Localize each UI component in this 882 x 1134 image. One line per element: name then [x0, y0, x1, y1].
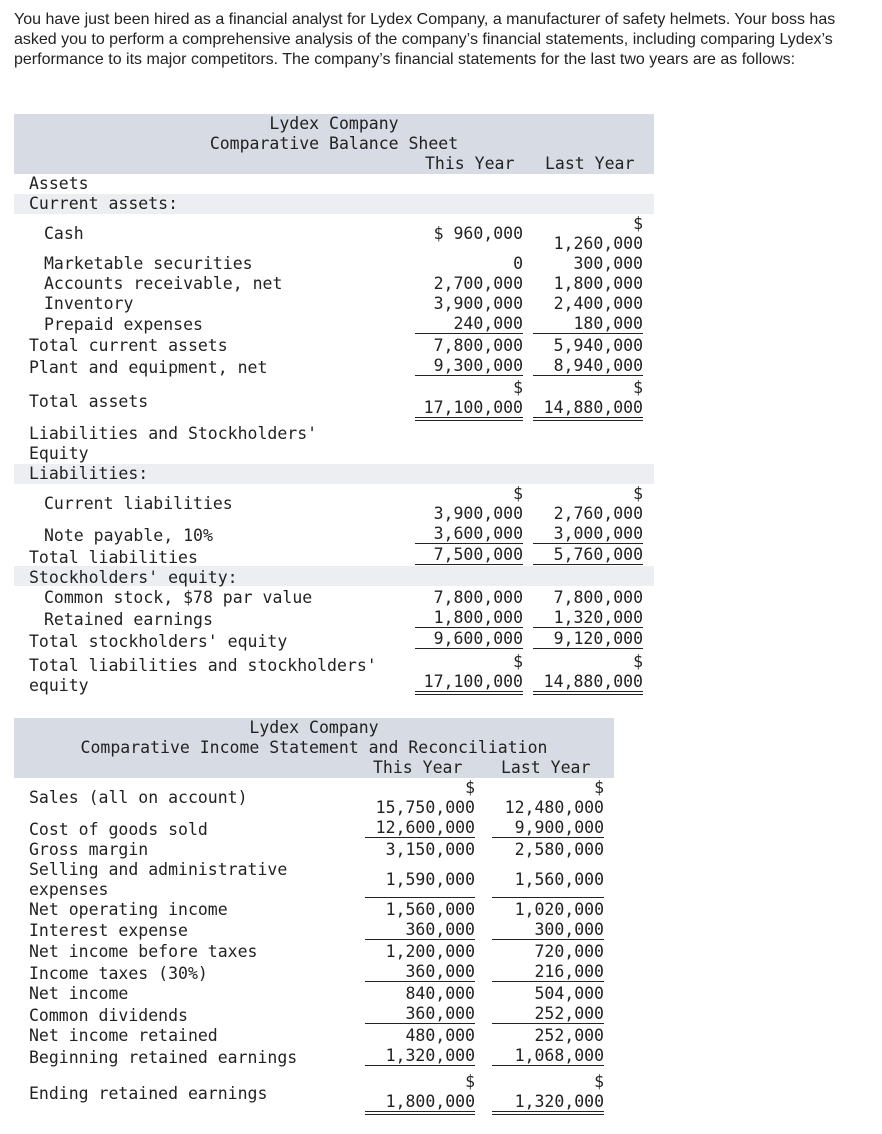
cogs-label: Cost of goods sold: [29, 820, 208, 839]
plant-label: Plant and equipment, net: [29, 358, 268, 377]
retained-label: Net income retained: [29, 1026, 218, 1045]
cogs-last: 9,900,000: [492, 818, 604, 838]
common-stock-label: Common stock, $78 par value: [44, 588, 313, 607]
ending-re-dollar-last: $: [594, 1072, 604, 1091]
gm-this: 3,150,000: [385, 840, 475, 859]
beginning-re-this: 1,320,000: [365, 1046, 475, 1066]
total-assets-this: 17,100,000: [415, 398, 523, 421]
cl-last: 2,760,000: [553, 504, 643, 523]
le-heading-1: Liabilities and Stockholders': [29, 424, 318, 443]
cl-dollar-this: $: [513, 484, 523, 503]
sga-label-2: expenses: [29, 880, 109, 899]
ending-re-this: 1,800,000: [365, 1092, 475, 1115]
nibt-last: 720,000: [534, 942, 604, 961]
nibt-label: Net income before taxes: [29, 942, 258, 961]
dividends-label: Common dividends: [29, 1006, 188, 1025]
ar-last: 1,800,000: [553, 274, 643, 293]
current-assets-heading: Current assets:: [29, 194, 179, 213]
interest-last: 300,000: [492, 920, 604, 940]
ar-this: 2,700,000: [433, 274, 523, 293]
cl-dollar-last: $: [633, 484, 643, 503]
is-col-this: This Year: [373, 758, 463, 777]
tse-last: 9,120,000: [533, 629, 643, 649]
marketable-last: 300,000: [573, 254, 643, 273]
cl-label: Current liabilities: [44, 494, 233, 513]
bs-col-last: Last Year: [545, 154, 635, 173]
gm-label: Gross margin: [29, 840, 149, 859]
taxes-label: Income taxes (30%): [29, 964, 208, 983]
ni-label: Net income: [29, 984, 129, 1003]
is-title: Comparative Income Statement and Reconciliation: [80, 738, 548, 757]
total-assets-dollar-this: $: [513, 378, 523, 397]
re-this: 1,800,000: [415, 608, 523, 628]
marketable-this: 0: [513, 254, 523, 273]
tse-this: 9,600,000: [415, 629, 523, 649]
is-company: Lydex Company: [249, 718, 379, 737]
ni-this: 840,000: [405, 984, 475, 1003]
plant-this: 9,300,000: [415, 356, 523, 376]
sales-last: 12,480,000: [504, 798, 604, 817]
beginning-re-last: 1,068,000: [492, 1046, 604, 1066]
tca-label: Total current assets: [29, 336, 228, 355]
tle-dollar-this: $: [513, 652, 523, 671]
common-stock-this: 7,800,000: [433, 588, 523, 607]
note-this: 3,600,000: [415, 524, 523, 544]
assets-heading: Assets: [29, 174, 89, 193]
tle-label-1: Total liabilities and stockholders': [29, 656, 377, 675]
note-last: 3,000,000: [533, 524, 643, 544]
cash-dollar: $: [633, 214, 643, 233]
total-assets-label: Total assets: [29, 392, 149, 411]
ending-re-label: Ending retained earnings: [29, 1084, 268, 1103]
sales-this: 15,750,000: [375, 798, 475, 817]
tl-last: 5,760,000: [533, 545, 643, 565]
intro-paragraph: You have just been hired as a financial analyst for Lydex Company, a manufacturer of safety helmets. Your boss has asked you to perform a comprehensive analysis of the company’s financial statements, including comparing Lydex’s performance to its major competitors. The company’s financial statements for the last two years are as follows:: [14, 11, 836, 68]
inventory-label: Inventory: [44, 294, 134, 313]
dividends-last: 252,000: [492, 1004, 604, 1024]
nibt-this: 1,200,000: [385, 942, 475, 961]
dividends-this: 360,000: [365, 1004, 475, 1024]
tse-label: Total stockholders' equity: [29, 632, 288, 651]
sales-dollar-this: $: [465, 778, 475, 797]
tle-label-2: equity: [29, 676, 89, 695]
tl-label: Total liabilities: [29, 548, 198, 567]
tca-last: 5,940,000: [553, 336, 643, 355]
sga-label-1: Selling and administrative: [29, 860, 288, 879]
prepaid-last: 180,000: [533, 314, 643, 334]
bs-company: Lydex Company: [269, 114, 399, 133]
cash-last: 1,260,000: [553, 234, 643, 253]
ar-label: Accounts receivable, net: [44, 274, 283, 293]
inventory-last: 2,400,000: [553, 294, 643, 313]
interest-this: 360,000: [365, 920, 475, 940]
retained-last: 252,000: [534, 1026, 604, 1045]
sales-label: Sales (all on account): [29, 788, 248, 807]
tle-last: 14,880,000: [533, 672, 643, 695]
tle-this: 17,100,000: [415, 672, 523, 695]
le-heading-2: Equity: [29, 444, 89, 463]
prepaid-label: Prepaid expenses: [44, 315, 203, 334]
cash-this: $ 960,000: [433, 224, 523, 243]
common-stock-last: 7,800,000: [553, 588, 643, 607]
prepaid-this: 240,000: [415, 314, 523, 334]
gm-last: 2,580,000: [514, 840, 604, 859]
noi-label: Net operating income: [29, 900, 228, 919]
ending-re-dollar-this: $: [465, 1072, 475, 1091]
ending-re-last: 1,320,000: [492, 1092, 604, 1115]
ni-last: 504,000: [534, 984, 604, 1003]
bs-title: Comparative Balance Sheet: [209, 134, 459, 153]
taxes-last: 216,000: [492, 962, 604, 982]
cogs-this: 12,600,000: [365, 818, 475, 838]
is-col-last: Last Year: [501, 758, 591, 777]
liabilities-heading: Liabilities:: [29, 464, 149, 483]
sales-dollar-last: $: [594, 778, 604, 797]
sga-this: 1,590,000: [365, 870, 475, 898]
marketable-label: Marketable securities: [44, 254, 253, 273]
retained-this: 480,000: [405, 1026, 475, 1045]
cl-this: 3,900,000: [433, 504, 523, 523]
tca-this: 7,800,000: [433, 336, 523, 355]
se-heading: Stockholders' equity:: [29, 568, 238, 587]
cash-label: Cash: [44, 224, 84, 243]
re-last: 1,320,000: [533, 608, 643, 628]
taxes-this: 360,000: [365, 962, 475, 982]
re-label: Retained earnings: [44, 610, 213, 629]
bs-col-this: This Year: [425, 154, 515, 173]
inventory-this: 3,900,000: [433, 294, 523, 313]
plant-last: 8,940,000: [533, 356, 643, 376]
beginning-re-label: Beginning retained earnings: [29, 1048, 298, 1067]
total-assets-last: 14,880,000: [533, 398, 643, 421]
tl-this: 7,500,000: [415, 545, 523, 565]
noi-last: 1,020,000: [514, 900, 604, 919]
sga-last: 1,560,000: [492, 870, 604, 898]
interest-label: Interest expense: [29, 921, 188, 940]
noi-this: 1,560,000: [385, 900, 475, 919]
note-label: Note payable, 10%: [44, 526, 213, 545]
tle-dollar-last: $: [633, 652, 643, 671]
total-assets-dollar-last: $: [633, 378, 643, 397]
